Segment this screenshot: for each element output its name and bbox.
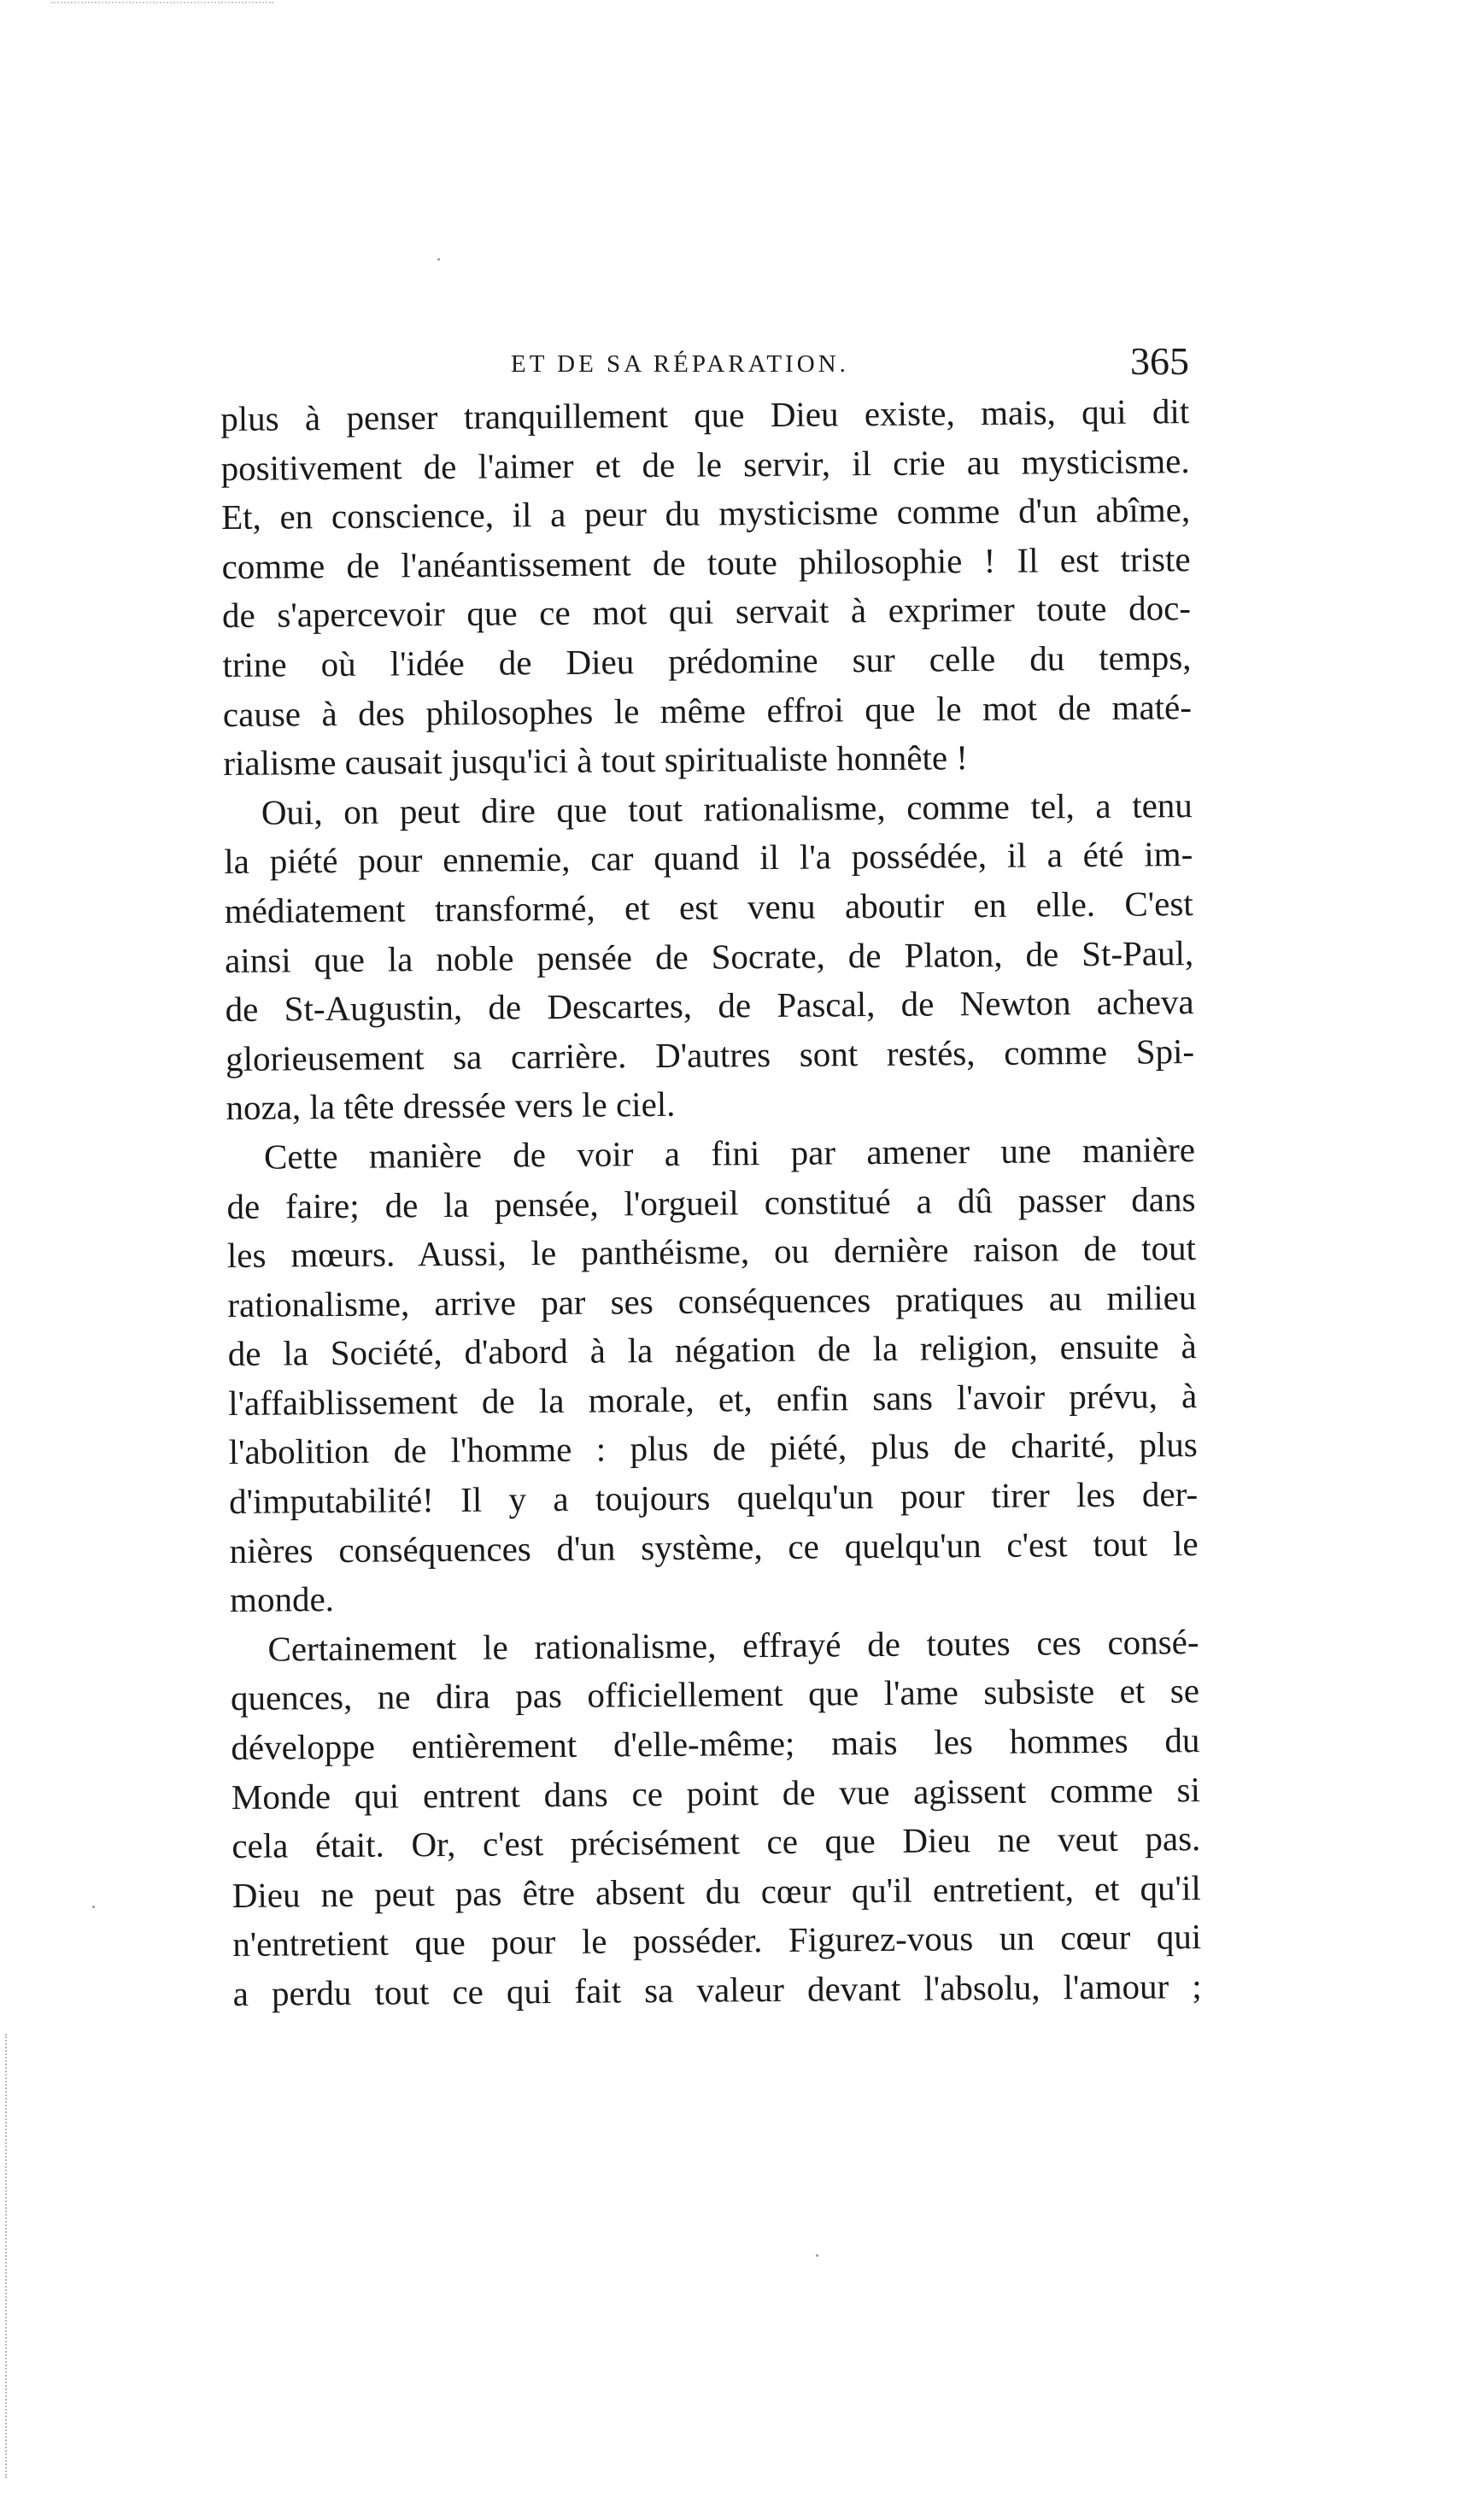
text-line: monde. xyxy=(229,1579,335,1620)
text-line: Certainement le rationalisme, effrayé de toutes ces consé- xyxy=(267,1621,1199,1669)
text-line: a perdu tout ce qui fait sa valeur devant l'absolu, l'amour ; xyxy=(232,1966,1202,2013)
text-line: les mœurs. Aussi, le panthéisme, ou dernière raison de tout xyxy=(226,1228,1197,1276)
text-line: cause à des philosophes le même effroi que le mot de maté- xyxy=(222,686,1193,734)
text-line: l'affaiblissement de la morale, et, enfin sans l'avoir prévu, à xyxy=(228,1375,1198,1423)
text-line: développe entièrement d'elle-même; mais les hommes du xyxy=(231,1720,1200,1767)
text-line: de s'apercevoir que ce mot qui servait à exprimer toute doc- xyxy=(221,588,1192,636)
text-line: Cette manière de voir a fini par amener une manière xyxy=(263,1129,1196,1177)
text-line: ainsi que la noble pensée de Socrate, de Platon, de St-Paul, xyxy=(225,932,1194,980)
text-line: plus à penser tranquillement que Dieu existe, mais, qui dit xyxy=(220,391,1190,438)
paragraph-3 xyxy=(226,1125,1199,1625)
text-line: trine où l'idée de Dieu prédomine sur celle du temps, xyxy=(222,637,1192,684)
text-line: n'entretient que pour le posséder. Figurez-vous un cœur qui xyxy=(232,1917,1202,1965)
scan-edge-marks xyxy=(51,2,273,5)
paragraph-4 xyxy=(230,1618,1202,2019)
running-title: ET DE SA RÉPARATION. xyxy=(511,350,849,378)
text-line: glorieusement sa carrière. D'autres sont restés, comme Spi- xyxy=(225,1031,1195,1078)
text-line: cela était. Or, c'est précisément ce que Dieu ne veut pas. xyxy=(232,1818,1201,1866)
paper-speck xyxy=(816,2254,818,2257)
page-header xyxy=(220,338,1189,390)
text-line: Et, en conscience, il a peur du mysticisme comme d'un abîme, xyxy=(220,490,1191,537)
paper-speck xyxy=(437,258,440,261)
text-line: Monde qui entrent dans ce point de vue agissent comme si xyxy=(231,1769,1201,1817)
text-line: la piété pour ennemie, car quand il l'a possédée, il a été im- xyxy=(224,834,1193,882)
text-line: de la Société, d'abord à la négation de la religion, ensuite à xyxy=(227,1326,1197,1374)
text-line: Oui, on peut dire que tout rationalisme, comme tel, a tenu xyxy=(261,784,1193,832)
text-body xyxy=(220,387,1202,2018)
text-line: quences, ne dira pas officiellement que l'ame subsiste et se xyxy=(230,1671,1200,1718)
paragraph-2 xyxy=(224,781,1195,1133)
text-line: médiatement transformé, et est venu aboutir en elle. C'est xyxy=(224,884,1193,931)
page-number: 365 xyxy=(1130,339,1189,383)
text-line: d'imputabilité! Il y a toujours quelqu'un pour tirer les der- xyxy=(228,1474,1199,1522)
text-line: de faire; de la pensée, l'orgueil constitué a dû passer dans xyxy=(226,1178,1196,1226)
text-line: l'abolition de l'homme : plus de piété, plus de charité, plus xyxy=(228,1424,1198,1472)
text-line: noza, la tête dressée vers le ciel. xyxy=(226,1084,676,1128)
text-line: comme de l'anéantissement de toute philosophie ! Il est triste xyxy=(221,538,1191,586)
text-line: nières conséquences d'un système, ce quelqu'un c'est tout le xyxy=(229,1523,1199,1571)
paragraph-1 xyxy=(220,387,1193,789)
paper-speck xyxy=(92,1906,95,1908)
text-line: de St-Augustin, de Descartes, de Pascal, de Newton acheva xyxy=(225,982,1194,1030)
binding-edge-marks xyxy=(5,2034,10,2478)
text-line: Dieu ne peut pas être absent du cœur qu'il entretient, et qu'il xyxy=(232,1867,1201,1915)
text-line: rationalisme, arrive par ses conséquences pratiques au milieu xyxy=(227,1277,1197,1325)
text-line: rialisme causait jusqu'ici à tout spiritualiste honnête ! xyxy=(223,737,969,784)
text-line: positivement de l'aimer et de le servir, il crie au mysticisme. xyxy=(220,440,1190,488)
